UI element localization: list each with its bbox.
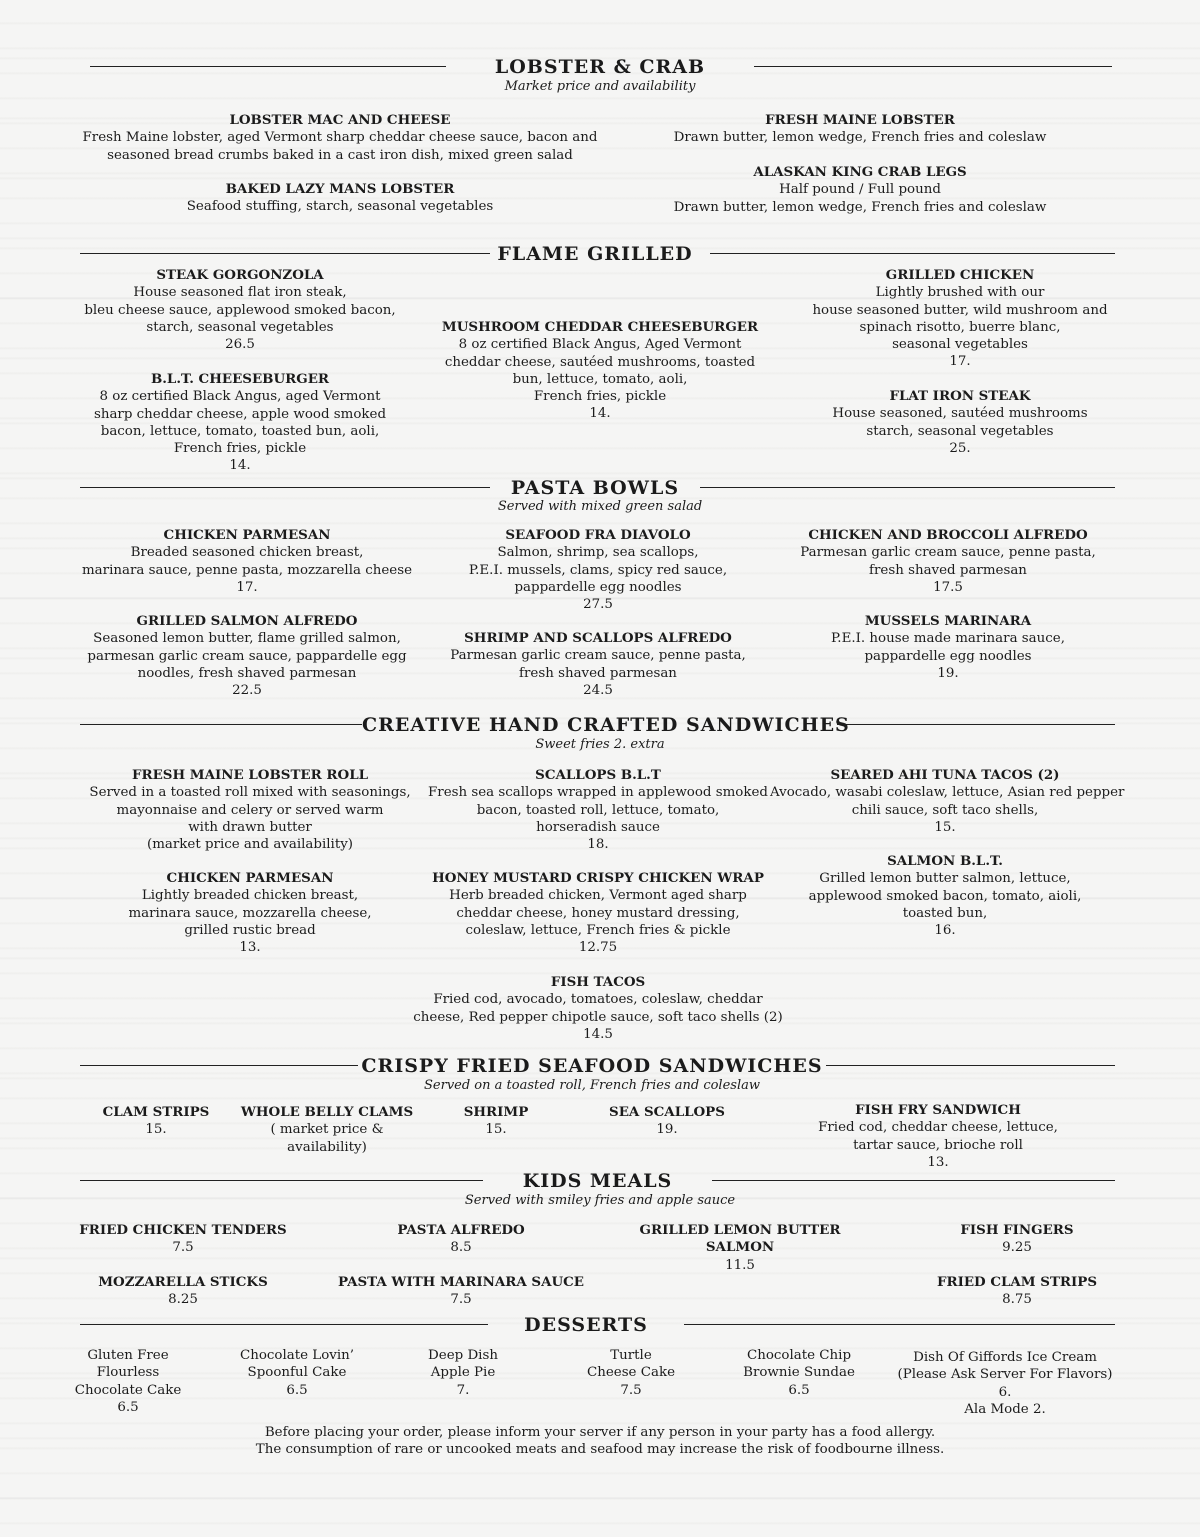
menu-item <box>321 1274 601 1309</box>
menu-item-desc: Lightly brushed with our <box>875 285 1045 301</box>
menu-item-name: FISH FINGERS <box>960 1222 1074 1238</box>
menu-item-desc: Fresh sea scallops wrapped in applewood smoked <box>428 785 768 801</box>
dessert-price: 6. <box>998 1384 1012 1400</box>
section-rule <box>684 1324 1115 1325</box>
menu-item <box>770 767 1125 836</box>
menu-item-price: 14. <box>589 406 611 422</box>
menu-item <box>236 1104 418 1156</box>
menu-item-desc: Half pound / Full pound <box>779 182 941 198</box>
menu-item-name: SHRIMP <box>463 1104 529 1120</box>
menu-item-desc: 8 oz certified Black Angus, Aged Vermont <box>458 337 742 353</box>
menu-item-name: GRILLED LEMON BUTTER <box>639 1222 841 1238</box>
menu-item <box>907 1222 1127 1257</box>
menu-item-price: 22.5 <box>232 683 262 699</box>
menu-item-price: 19. <box>937 665 959 681</box>
menu-item-price: 14.5 <box>583 1026 613 1042</box>
allergy-notice <box>0 1424 1200 1459</box>
section-rule <box>80 487 490 488</box>
menu-item-desc: starch, seasonal vegetables <box>146 319 334 335</box>
menu-item-name: FISH FRY SANDWICH <box>855 1102 1021 1118</box>
menu-item-price: 17. <box>949 354 971 370</box>
menu-item-desc: Fried cod, avocado, tomatoes, coleslaw, cheddar <box>433 992 763 1008</box>
menu-item-desc: seasoned bread crumbs baked in a cast iron dish, mixed green salad <box>107 147 573 163</box>
menu-item-desc: Seafood stuffing, starch, seasonal vegetables <box>186 199 494 215</box>
menu-item-desc: starch, seasonal vegetables <box>866 423 1054 439</box>
menu-item-name: FRESH MAINE LOBSTER <box>765 112 955 128</box>
menu-item-desc: horseradish sauce <box>536 819 660 835</box>
menu-item <box>60 181 620 216</box>
menu-item-desc: pappardelle egg noodles <box>514 579 682 595</box>
dessert-item <box>561 1347 701 1399</box>
section-subtitle-crispy-fried: Served on a toasted roll, French fries and coleslaw <box>424 1078 760 1093</box>
menu-item-price: 17. <box>236 579 258 595</box>
menu-item-desc: marinara sauce, mozzarella cheese, <box>128 905 372 921</box>
menu-item-desc: P.E.I. mussels, clams, spicy red sauce, <box>468 562 728 578</box>
menu-item <box>402 974 794 1043</box>
section-rule <box>826 1065 1115 1066</box>
menu-item-desc: parmesan garlic cream sauce, pappardelle egg <box>87 648 407 664</box>
menu-item-name: CHICKEN PARMESAN <box>166 870 334 886</box>
section-title-desserts: DESSERTS <box>524 1314 648 1336</box>
section-subtitle-pasta-bowls: Served with mixed green salad <box>497 499 703 514</box>
menu-item-name: FLAT IRON STEAK <box>889 388 1031 404</box>
menu-item <box>86 1104 226 1139</box>
menu-item-desc: Salmon, shrimp, sea scallops, <box>497 545 699 561</box>
menu-item-name: MUSHROOM CHEDDAR CHEESEBURGER <box>441 319 759 335</box>
menu-item <box>610 1222 870 1274</box>
menu-item-desc: toasted bun, <box>902 905 988 921</box>
menu-item-price: 15. <box>934 819 956 835</box>
menu-item-desc: Lightly breaded chicken breast, <box>141 888 359 904</box>
menu-item-desc: bacon, toasted roll, lettuce, tomato, <box>476 802 720 818</box>
notice-line: Before placing your order, please inform your server if any person in your party has a food allergy. <box>264 1425 936 1440</box>
menu-item-desc: mayonnaise and celery or served warm <box>116 802 384 818</box>
menu-item <box>60 267 420 353</box>
dessert-name: Chocolate Lovin’ <box>239 1348 354 1363</box>
menu-item-price: 24.5 <box>583 682 613 698</box>
dessert-name: Cheese Cake <box>586 1365 676 1381</box>
dessert-name: Turtle <box>610 1348 652 1363</box>
section-rule <box>710 253 1115 254</box>
section-rule <box>80 1324 488 1325</box>
section-rule <box>80 1065 358 1066</box>
menu-item-price: 19. <box>656 1122 678 1138</box>
section-title-flame-grilled: FLAME GRILLED <box>497 243 693 265</box>
dessert-item <box>217 1347 377 1399</box>
menu-item <box>65 870 435 956</box>
section-subtitle-lobster-crab: Market price and availability <box>504 79 696 94</box>
menu-item-desc: grilled rustic bread <box>184 922 316 938</box>
menu-item-name: SEARED AHI TUNA TACOS (2) <box>830 767 1060 783</box>
menu-item-price: 26.5 <box>225 337 255 353</box>
menu-item <box>446 1104 546 1139</box>
dessert-name: Chocolate Chip <box>746 1348 852 1363</box>
menu-item-desc: noodles, fresh shaved parmesan <box>137 665 357 681</box>
menu-item-desc: fresh shaved parmesan <box>519 665 677 681</box>
menu-item <box>60 371 420 475</box>
menu-item <box>597 1104 737 1139</box>
menu-item-name: SEAFOOD FRA DIAVOLO <box>505 527 691 543</box>
dessert-item <box>885 1349 1125 1418</box>
menu-item-desc: Herb breaded chicken, Vermont aged sharp <box>449 888 747 904</box>
menu-item-desc: tartar sauce, brioche roll <box>853 1137 1023 1153</box>
menu-item-desc: 8 oz certified Black Angus, aged Vermont <box>99 389 381 405</box>
menu-item <box>63 1222 303 1257</box>
menu-item-desc: (market price and availability) <box>146 837 354 853</box>
menu-item-desc: fresh shaved parmesan <box>869 562 1027 578</box>
menu-item <box>768 613 1128 682</box>
menu-item-price: 15. <box>145 1122 167 1138</box>
menu-item <box>341 1222 581 1257</box>
menu-item-name: FRESH MAINE LOBSTER ROLL <box>131 767 369 783</box>
section-rule <box>700 487 1115 488</box>
section-title-lobster-crab: LOBSTER & CRAB <box>494 56 706 78</box>
dessert-price: 7. <box>456 1382 470 1398</box>
menu-item <box>768 527 1128 596</box>
dessert-name: Deep Dish <box>428 1348 498 1363</box>
menu-item-desc: P.E.I. house made marinara sauce, <box>831 631 1065 647</box>
menu-item-name: PASTA WITH MARINARA SAUCE <box>337 1274 585 1290</box>
menu-item-desc: cheddar cheese, sautéed mushrooms, toasted <box>444 354 756 370</box>
menu-item <box>65 767 435 853</box>
menu-item-desc: Breaded seasoned chicken breast, <box>130 545 364 561</box>
dessert-price: 7.5 <box>620 1382 642 1398</box>
menu-item <box>63 1274 303 1309</box>
menu-item-name: B.L.T. CHEESEBURGER <box>150 371 330 387</box>
dessert-name: Gluten Free <box>87 1348 169 1363</box>
menu-item-name: SEA SCALLOPS <box>609 1104 725 1120</box>
menu-item-desc: pappardelle egg noodles <box>864 648 1032 664</box>
menu-item <box>412 870 784 956</box>
dessert-extra: Ala Mode 2. <box>964 1401 1046 1417</box>
menu-item-price: 9.25 <box>1002 1240 1032 1256</box>
menu-item <box>793 1102 1083 1171</box>
menu-item-name: FISH TACOS <box>550 974 646 990</box>
menu-item-name: CHICKEN AND BROCCOLI ALFREDO <box>808 527 1088 543</box>
menu-item-desc: ( market price & <box>270 1122 384 1138</box>
dessert-item <box>393 1347 533 1399</box>
menu-item <box>420 319 780 423</box>
menu-item-name: FRIED CLAM STRIPS <box>936 1274 1098 1290</box>
menu-item-desc: Served in a toasted roll mixed with seasonings, <box>89 785 411 801</box>
menu-item <box>780 388 1140 457</box>
section-rule <box>80 253 490 254</box>
menu-item-desc: Fresh Maine lobster, aged Vermont sharp cheddar cheese sauce, bacon and <box>82 130 598 146</box>
section-rule <box>90 66 446 67</box>
menu-item-desc: Fried cod, cheddar cheese, lettuce, <box>818 1120 1058 1136</box>
menu-item-desc: Drawn butter, lemon wedge, French fries and coleslaw <box>673 199 1047 215</box>
menu-item-price: 8.25 <box>168 1292 198 1308</box>
menu-item-desc: house seasoned butter, wild mushroom and <box>812 302 1108 318</box>
section-title-sandwiches: CREATIVE HAND CRAFTED SANDWICHES <box>362 714 850 736</box>
section-rule <box>754 66 1112 67</box>
dessert-name: (Please Ask Server For Flavors) <box>897 1367 1113 1383</box>
menu-item-desc: Grilled lemon butter salmon, lettuce, <box>819 871 1071 887</box>
menu-item-name: LOBSTER MAC AND CHEESE <box>229 112 451 128</box>
dessert-name: Dish Of Giffords Ice Cream <box>913 1350 1097 1365</box>
menu-item-price: 7.5 <box>450 1292 472 1308</box>
menu-item-desc: Parmesan garlic cream sauce, penne pasta, <box>800 545 1096 561</box>
menu-item-desc: Seasoned lemon butter, flame grilled salmon, <box>93 631 401 647</box>
menu-item-price: 8.75 <box>1002 1292 1032 1308</box>
notice-line: The consumption of rare or uncooked meats and seafood may increase the risk of foodbourne illness. <box>255 1442 945 1458</box>
menu-item <box>412 767 784 853</box>
menu-item-desc: spinach risotto, buerre blanc, <box>859 319 1061 335</box>
menu-item-desc: bleu cheese sauce, applewood smoked bacon, <box>84 302 396 318</box>
section-rule <box>80 1180 483 1181</box>
menu-item-name: HONEY MUSTARD CRISPY CHICKEN WRAP <box>432 870 764 886</box>
menu-item-name: BAKED LAZY MANS LOBSTER <box>225 181 455 197</box>
menu-item <box>620 112 1100 147</box>
menu-item <box>620 164 1100 216</box>
dessert-name: Chocolate Cake <box>74 1382 182 1398</box>
menu-item-desc: House seasoned, sautéed mushrooms <box>832 406 1088 422</box>
menu-item-price: 13. <box>239 940 261 956</box>
menu-item-name: GRILLED SALMON ALFREDO <box>136 613 358 629</box>
section-subtitle-kids-meals: Served with smiley fries and apple sauce <box>464 1193 736 1208</box>
menu-item-price: 16. <box>934 923 956 939</box>
menu-item <box>418 630 778 699</box>
dessert-name: Flourless <box>96 1365 160 1381</box>
menu-item-name: SALMON <box>705 1239 775 1256</box>
menu-item-name: GRILLED CHICKEN <box>885 267 1035 283</box>
menu-item <box>418 527 778 613</box>
section-subtitle-sandwiches: Sweet fries 2. extra <box>535 737 665 752</box>
section-title-pasta-bowls: PASTA BOWLS <box>510 477 680 499</box>
menu-item-name: MUSSELS MARINARA <box>864 613 1032 629</box>
menu-item-price: 15. <box>485 1122 507 1138</box>
section-rule <box>80 724 362 725</box>
menu-item-desc: cheddar cheese, honey mustard dressing, <box>456 905 740 921</box>
menu-item-name: SHRIMP AND SCALLOPS ALFREDO <box>464 630 732 646</box>
dessert-price: 6.5 <box>286 1382 308 1398</box>
menu-item-desc: French fries, pickle <box>173 441 307 457</box>
menu-item-desc: marinara sauce, penne pasta, mozzarella cheese <box>81 562 412 578</box>
section-title-kids-meals: KIDS MEALS <box>522 1170 673 1192</box>
menu-item-desc: coleslaw, lettuce, French fries & pickle <box>465 922 731 938</box>
dessert-name: Apple Pie <box>430 1365 496 1381</box>
menu-item-desc: availability) <box>287 1139 367 1155</box>
dessert-name: Brownie Sundae <box>743 1365 855 1381</box>
menu-item <box>770 853 1120 939</box>
menu-item <box>67 527 427 596</box>
menu-item-name: FRIED CHICKEN TENDERS <box>79 1222 287 1238</box>
menu-item <box>60 112 620 164</box>
menu-item <box>780 267 1140 371</box>
menu-item-name: SALMON B.L.T. <box>887 853 1003 869</box>
menu-item-desc: French fries, pickle <box>533 389 667 405</box>
section-title-crispy-fried: CRISPY FRIED SEAFOOD SANDWICHES <box>361 1055 823 1077</box>
menu-item-price: 7.5 <box>172 1240 194 1256</box>
menu-item-name: STEAK GORGONZOLA <box>156 267 324 283</box>
menu-item-price: 13. <box>927 1154 949 1170</box>
section-rule <box>837 724 1115 725</box>
dessert-price: 6.5 <box>788 1382 810 1398</box>
menu-item-desc: House seasoned flat iron steak, <box>133 285 347 301</box>
menu-item-price: 14. <box>229 458 251 474</box>
section-rule <box>712 1180 1115 1181</box>
menu-item-price: 27.5 <box>583 597 613 613</box>
menu-item-desc: chili sauce, soft taco shells, <box>851 802 1039 818</box>
menu-item <box>67 613 427 699</box>
menu-item-price: 12.75 <box>578 940 618 956</box>
menu-item-price: 18. <box>587 837 609 853</box>
menu-item-name: PASTA ALFREDO <box>397 1222 525 1238</box>
menu-item-desc: Drawn butter, lemon wedge, French fries and coleslaw <box>673 130 1047 146</box>
menu-item-desc: cheese, Red pepper chipotle sauce, soft taco shells (2) <box>413 1009 783 1025</box>
menu-item-name: ALASKAN KING CRAB LEGS <box>753 164 967 180</box>
menu-item-desc: bacon, lettuce, tomato, toasted bun, aoli, <box>100 423 380 439</box>
menu-item-name: CLAM STRIPS <box>102 1104 210 1120</box>
menu-item-name: MOZZARELLA STICKS <box>98 1274 268 1290</box>
menu-item-name: SCALLOPS B.L.T <box>535 767 661 783</box>
menu-item-price: 11.5 <box>725 1257 755 1273</box>
menu-item-desc: with drawn butter <box>188 819 312 835</box>
menu-item-price: 8.5 <box>450 1240 472 1256</box>
menu-item-desc: seasonal vegetables <box>892 337 1028 353</box>
dessert-item <box>719 1347 879 1399</box>
menu-item-name: CHICKEN PARMESAN <box>163 527 331 543</box>
menu-item-desc: Avocado, wasabi coleslaw, lettuce, Asian red pepper <box>770 785 1125 801</box>
menu-item-desc: bun, lettuce, tomato, aoli, <box>512 371 688 387</box>
menu-item-desc: Parmesan garlic cream sauce, penne pasta, <box>450 648 746 664</box>
dessert-item <box>48 1347 208 1416</box>
dessert-price: 6.5 <box>117 1399 139 1415</box>
menu-item-price: 25. <box>949 440 971 456</box>
menu-item-price: 17.5 <box>933 579 963 595</box>
dessert-name: Spoonful Cake <box>247 1365 347 1381</box>
menu-item <box>907 1274 1127 1309</box>
menu-item-desc: sharp cheddar cheese, apple wood smoked <box>93 406 387 422</box>
menu-item-desc: applewood smoked bacon, tomato, aioli, <box>808 888 1082 904</box>
menu-item-name: WHOLE BELLY CLAMS <box>240 1104 414 1120</box>
